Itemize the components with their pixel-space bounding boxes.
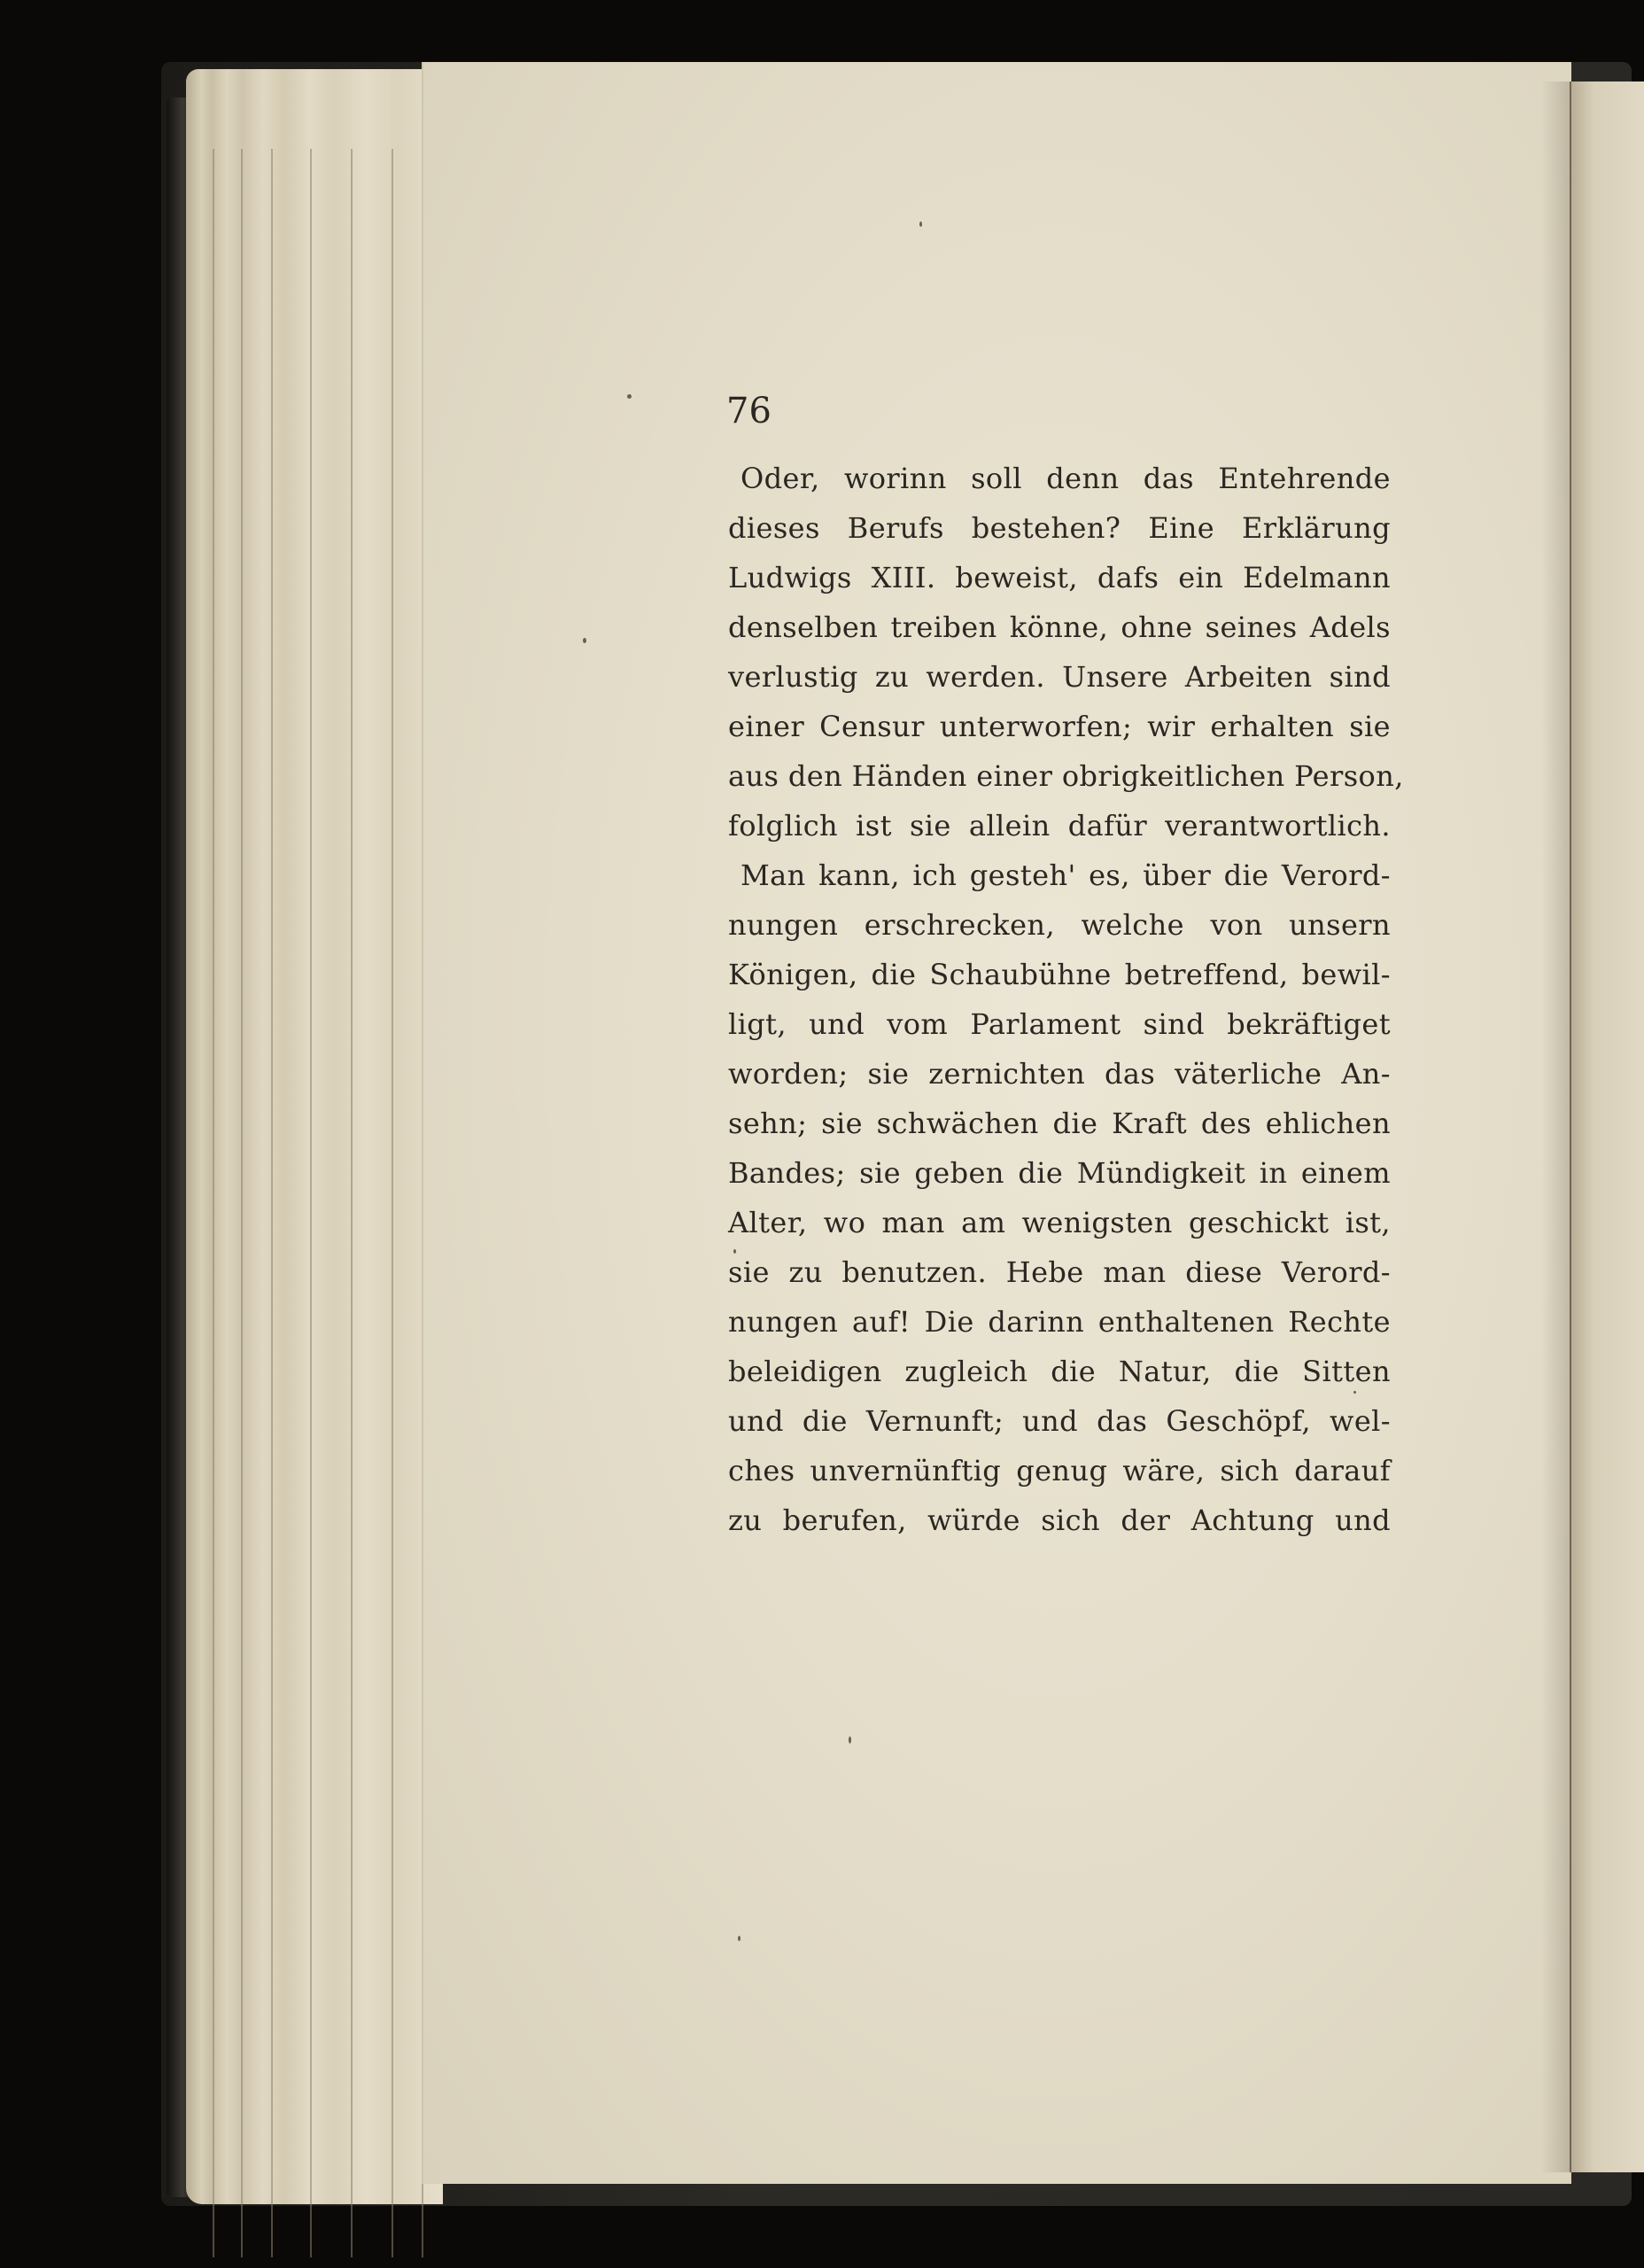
page-edge-line [213, 149, 214, 2257]
text-line: Man kann, ich gesteh' es, über die Verord- [741, 858, 1391, 892]
paper-speck [849, 1736, 851, 1744]
text-line: folglich ist sie allein dafür verantwortlich. [728, 809, 1391, 843]
text-line: Königen, die Schaubühne betreffend, bewil- [728, 958, 1391, 991]
text-line: Ludwigs XIII. beweist, dafs ein Edelmann [728, 561, 1391, 594]
text-line: Oder, worinn soll denn das Entehrende [741, 462, 1391, 495]
paper-speck [738, 1936, 741, 1941]
text-line: und die Vernunft; und das Geschöpf, wel- [728, 1404, 1391, 1438]
paper-speck [919, 221, 922, 227]
page-edge-line [310, 149, 312, 2257]
page-edge-line [271, 149, 273, 2257]
text-line: aus den Händen einer obrigkeitlichen Person, [728, 759, 1404, 793]
text-line: dieses Berufs bestehen? Eine Erklärung [728, 511, 1391, 545]
text-line: ligt, und vom Parlament sind bekräftiget [728, 1007, 1391, 1041]
paper-speck [627, 394, 632, 399]
page-edge-line [241, 149, 243, 2257]
page-text [728, 454, 1404, 1545]
text-line: sie zu benutzen. Hebe man diese Verord- [728, 1255, 1391, 1289]
page-edge-line [351, 149, 353, 2257]
text-line: nungen auf! Die darinn enthaltenen Rechte [728, 1305, 1391, 1339]
text-line: Bandes; sie geben die Mündigkeit in einem [728, 1156, 1391, 1190]
text-line: worden; sie zernichten das väterliche An- [728, 1057, 1391, 1091]
text-line: ches unvernünftig genug wäre, sich darauf [728, 1454, 1391, 1487]
text-line: einer Censur unterworfen; wir erhalten sie [728, 710, 1391, 743]
text-line: verlustig zu werden. Unsere Arbeiten sind [728, 660, 1391, 694]
text-line: denselben treiben könne, ohne seines Adels [728, 610, 1391, 644]
text-line: zu berufen, würde sich der Achtung und [728, 1503, 1391, 1537]
gutter-shadow [1541, 82, 1571, 2172]
text-line: sehn; sie schwächen die Kraft des ehlichen [728, 1107, 1391, 1140]
page-edge-line [392, 149, 393, 2257]
text-line: beleidigen zugleich die Natur, die Sitten [728, 1355, 1391, 1388]
page-number: 76 [726, 391, 772, 431]
facing-page-edge [1570, 82, 1644, 2172]
text-line: Alter, wo man am wenigsten geschickt ist, [728, 1206, 1391, 1239]
page-edges-stack [186, 69, 443, 2204]
paper-speck [583, 638, 586, 643]
text-line: nungen erschrecken, welche von unsern [728, 908, 1391, 942]
